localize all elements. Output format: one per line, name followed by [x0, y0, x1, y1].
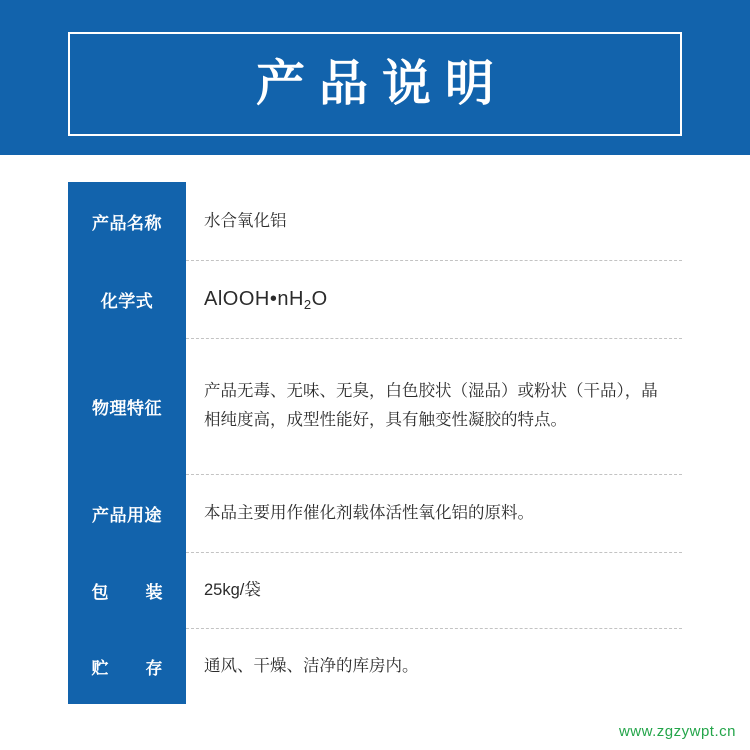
- table-row: [68, 338, 682, 474]
- row-label-product-name: 产品名称: [68, 182, 186, 260]
- table-row: [68, 474, 682, 552]
- row-label-physical-properties: 物理特征: [68, 338, 186, 474]
- table-row: [68, 260, 682, 338]
- physical-properties-text: 产品无毒、无味、无臭，白色胶状（湿品）或粉状（干品），晶相纯度高，成型性能好，具有触变性凝胶的特点。: [204, 382, 658, 429]
- formula-suffix: O: [311, 287, 328, 310]
- formula-prefix: AlOOH•nH: [204, 287, 304, 310]
- row-value-packaging: [186, 552, 682, 628]
- row-label-chemical-formula: 化学式: [68, 260, 186, 338]
- table-row: [68, 628, 682, 704]
- row-value-storage: [186, 628, 682, 704]
- table-row: [68, 552, 682, 628]
- packaging-text: 25kg/袋: [204, 580, 261, 599]
- table-row: [68, 182, 682, 260]
- storage-text: 通风、干燥、洁净的库房内。: [204, 656, 419, 675]
- row-value-product-name: [186, 182, 682, 260]
- row-value-product-use: [186, 474, 682, 552]
- row-label-storage: 贮 存: [68, 628, 186, 704]
- page-title: 产品说明: [255, 56, 508, 111]
- header-frame: [68, 32, 682, 136]
- header-banner: [0, 0, 750, 155]
- product-name-text: 水合氧化铝: [204, 211, 287, 230]
- product-use-text: 本品主要用作催化剂载体活性氧化铝的原料。: [204, 503, 534, 522]
- watermark: www.zgzywpt.cn: [618, 723, 736, 740]
- chemical-formula-text: [204, 282, 668, 317]
- product-spec-table: [68, 182, 682, 704]
- row-label-product-use: 产品用途: [68, 474, 186, 552]
- row-value-physical-properties: [186, 338, 682, 474]
- row-label-packaging: 包 装: [68, 552, 186, 628]
- row-value-chemical-formula: [186, 260, 682, 338]
- formula-subscript: 2: [303, 296, 312, 312]
